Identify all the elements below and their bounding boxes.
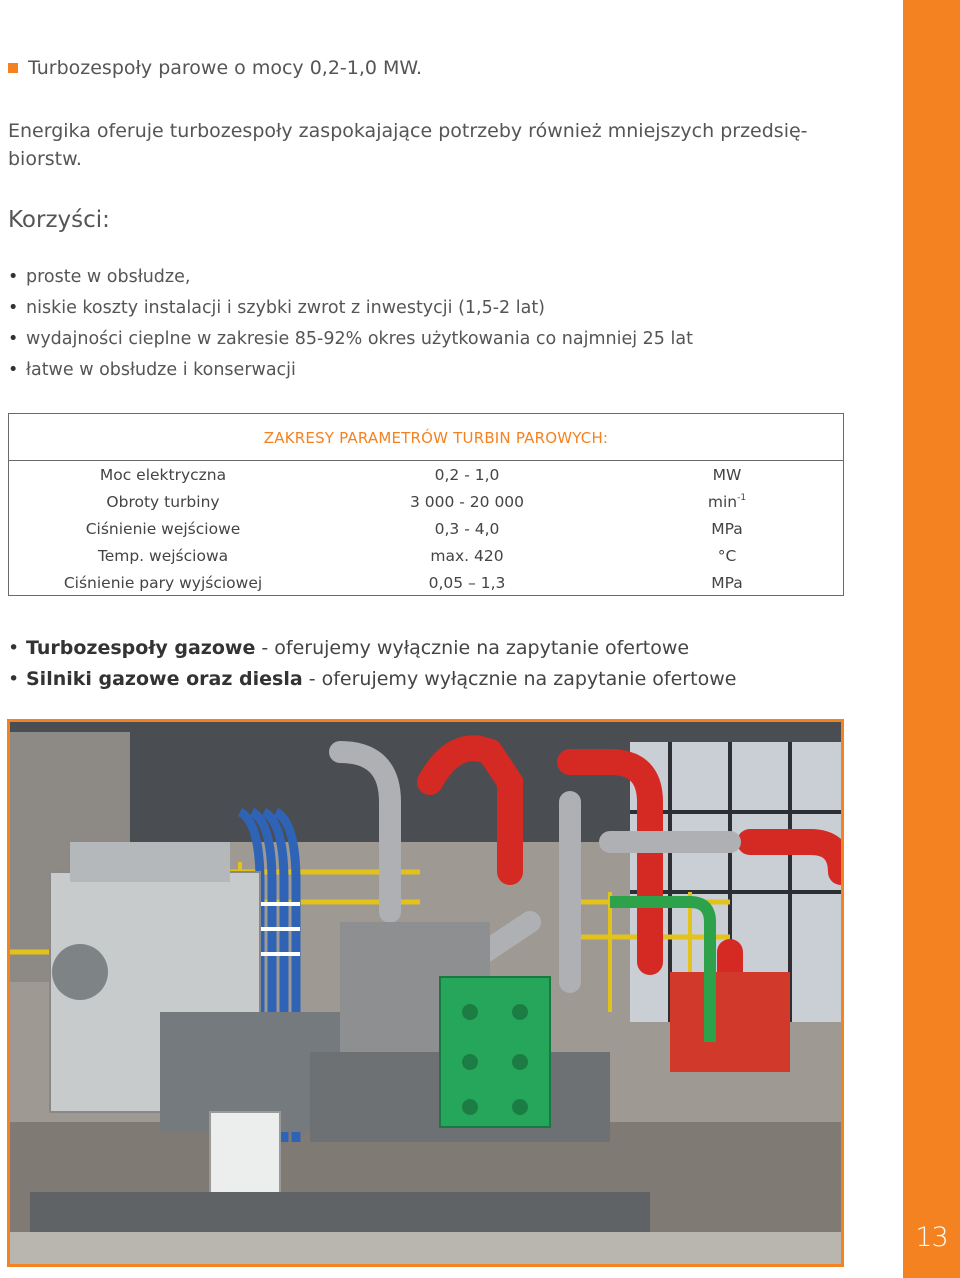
intro-paragraph: Energika oferuje turbozespoły zaspokajające potrzeby również mniejszych przedsię-biorstw. [8, 120, 808, 170]
page-number: 13 [915, 1222, 948, 1253]
bullet-icon [8, 633, 26, 664]
benefits-list [8, 262, 693, 386]
orange-side-bar [903, 0, 960, 1278]
table-row: Temp. wejściowa max. 420 °C [97, 547, 737, 565]
table-row: Ciśnienie pary wyjściowej 0,05 – 1,3 MPa [63, 574, 743, 592]
table-row: Moc elektryczna 0,2 - 1,0 MW [99, 466, 742, 484]
section-heading-text: Turbozespoły parowe o mocy 0,2-1,0 MW. [28, 57, 423, 79]
parameters-table [8, 413, 844, 596]
bullet-icon [8, 293, 26, 324]
table-row: Obroty turbiny 3 000 - 20 000 $\min^{-1}$ [106, 493, 747, 511]
list-item: •niskie koszty instalacji i szybki zwrot z inwestycji (1,5-2 lat) [8, 293, 693, 324]
turbine-hall-illustration [10, 722, 841, 1264]
bullet-icon [8, 324, 26, 355]
bullet-icon [8, 262, 26, 293]
list-item: •łatwe w obsłudze i konserwacji [8, 355, 693, 386]
parameters-table-title: ZAKRESY PARAMETRÓW TURBIN PAROWYCH: [9, 414, 843, 461]
list-item: •Silniki gazowe oraz diesla - oferujemy wyłącznie na zapytanie ofertowe [8, 664, 736, 695]
offers-list [8, 633, 736, 695]
turbine-photo [7, 719, 844, 1267]
list-item: •wydajności cieplne w zakresie 85-92% okres użytkowania co najmniej 25 lat [8, 324, 693, 355]
benefits-title: Korzyści: [8, 207, 110, 233]
bullet-icon [8, 664, 26, 695]
section-heading [8, 57, 422, 79]
square-bullet-icon [8, 63, 18, 73]
bullet-icon [8, 355, 26, 386]
table-row: Ciśnienie wejściowe 0,3 - 4,0 MPa [85, 520, 743, 538]
list-item: •Turbozespoły gazowe - oferujemy wyłącznie na zapytanie ofertowe [8, 633, 736, 664]
list-item: •proste w obsłudze, [8, 262, 693, 293]
